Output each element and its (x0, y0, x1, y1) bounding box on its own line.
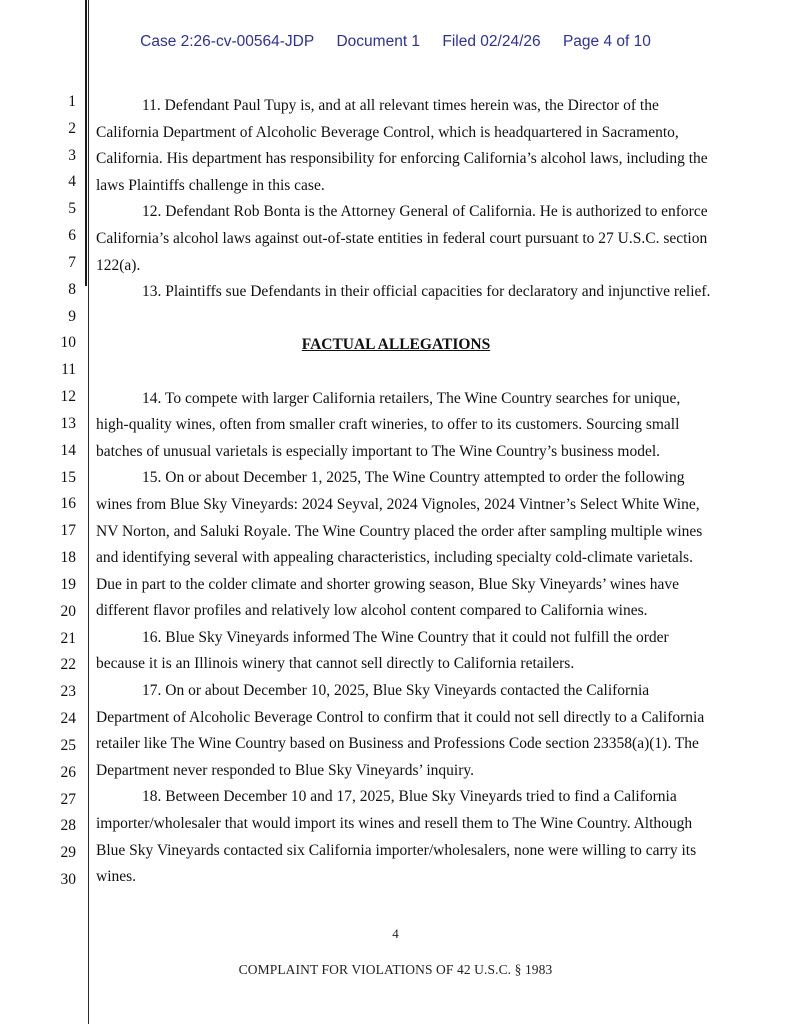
text-line: California’s alcohol laws against out-of-state entities in federal court pursuant to 27 U.S.C. section (96, 229, 708, 247)
line-number: 24 (60, 710, 76, 727)
text-line: different flavor profiles and relatively low alcohol content compared to California wines. (96, 602, 648, 620)
line-number: 23 (60, 683, 76, 700)
line-number: 17 (60, 522, 76, 539)
text-line: Due in part to the colder climate and shorter growing season, Blue Sky Vineyards’ wines have (96, 575, 680, 593)
line-number: 16 (60, 495, 76, 512)
line-number: 18 (60, 549, 76, 566)
text-line: 12. Defendant Rob Bonta is the Attorney General of California. He is authorized to enforce (142, 203, 708, 221)
line-number: 28 (60, 817, 76, 834)
line-number: 1 (68, 93, 76, 110)
line-number: 22 (60, 656, 76, 673)
text-line: 17. On or about December 10, 2025, Blue Sky Vineyards contacted the California (142, 682, 650, 700)
section-heading: FACTUAL ALLEGATIONS (301, 336, 491, 354)
text-line: because it is an Illinois winery that cannot sell directly to California retailers. (96, 655, 575, 673)
line-number: 11 (61, 361, 76, 378)
line-number: 20 (60, 603, 76, 620)
line-number: 3 (68, 147, 76, 164)
text-line: 11. Defendant Paul Tupy is, and at all relevant times herein was, the Director of the (142, 97, 659, 114)
text-line: 16. Blue Sky Vineyards informed The Wine Country that it could not fulfill the order (142, 628, 669, 646)
line-number: 27 (60, 791, 76, 808)
paragraph-15 (96, 465, 703, 625)
text-line: NV Norton, and Saluki Royale. The Wine Country placed the order after sampling multiple wines (96, 522, 703, 540)
text-line: Department never responded to Blue Sky Vineyards’ inquiry. (96, 761, 475, 779)
spacer (96, 359, 696, 386)
line-number: 4 (68, 173, 76, 190)
text-line: 15. On or about December 1, 2025, The Wine Country attempted to order the following (142, 469, 685, 487)
text-line: 13. Plaintiffs sue Defendants in their official capacities for declaratory and injunctive relief. (142, 283, 711, 301)
line-number: 8 (68, 281, 76, 298)
document-footer-title: COMPLAINT FOR VIOLATIONS OF 42 U.S.C. § 1983 (238, 962, 553, 977)
line-number: 25 (60, 737, 76, 754)
text-line: California. His department has responsibility for enforcing California’s alcohol laws, including the (96, 150, 708, 168)
text-line: Blue Sky Vineyards contacted six California importer/wholesalers, none were willing to carry its (96, 841, 697, 859)
document-number: Document 1 (336, 33, 421, 50)
line-number: 26 (60, 764, 76, 781)
line-number: 6 (68, 227, 76, 244)
page-number: 4 (392, 926, 399, 941)
text-line: laws Plaintiffs challenge in this case. (96, 176, 325, 194)
line-number: 14 (60, 442, 76, 459)
text-line: high-quality wines, often from smaller craft wineries, to offer to its customers. Sourcing small (96, 416, 680, 434)
line-number: 12 (60, 388, 76, 405)
line-number: 30 (60, 871, 76, 888)
line-number: 15 (60, 469, 76, 486)
case-header (0, 33, 791, 51)
line-number: 2 (68, 120, 76, 137)
page-indicator: Page 4 of 10 (562, 33, 651, 50)
text-line: California Department of Alcoholic Beverage Control, which is headquartered in Sacramento, (96, 123, 679, 141)
text-line: batches of unusual varietals is especially important to The Wine Country’s business model. (96, 442, 661, 460)
paragraph-14 (96, 386, 696, 466)
line-number: 29 (60, 844, 76, 861)
line-number: 19 (60, 576, 76, 593)
paragraph-13 (96, 279, 711, 306)
filed-date: Filed 02/24/26 (442, 33, 541, 50)
paragraph-12 (96, 199, 708, 279)
spacer (96, 306, 696, 333)
text-line: Department of Alcoholic Beverage Control to confirm that it could not sell directly to a California (96, 708, 705, 726)
paragraph-17 (96, 678, 705, 784)
case-number: Case 2:26-cv-00564-JDP (140, 33, 315, 50)
line-number: 13 (60, 415, 76, 432)
text-line: retailer like The Wine Country based on Business and Professions Code section 23358(a)(1). The (96, 735, 699, 753)
line-number: 10 (60, 334, 76, 351)
paragraph-11 (96, 93, 708, 199)
text-line: 18. Between December 10 and 17, 2025, Blue Sky Vineyards tried to find a California (142, 788, 677, 806)
text-line: and identifying several with appealing characteristics, including specialty cold-climate varietals. (96, 549, 693, 567)
text-line: 122(a). (96, 256, 141, 274)
line-number: 21 (60, 630, 76, 647)
line-number: 9 (68, 308, 76, 325)
left-margin-rule (88, 0, 89, 1024)
document-body (96, 93, 711, 891)
text-line: 14. To compete with larger California retailers, The Wine Country searches for unique, (142, 389, 681, 407)
text-line: wines. (96, 868, 137, 886)
paragraph-16 (96, 625, 696, 678)
paragraph-18 (96, 784, 696, 890)
left-margin-rule-thick (85, 0, 87, 286)
line-number: 5 (68, 200, 76, 217)
text-line: importer/wholesaler that would import its wines and resell them to The Wine Country. Although (96, 815, 693, 833)
line-number: 7 (68, 254, 76, 271)
text-line: wines from Blue Sky Vineyards: 2024 Seyval, 2024 Vignoles, 2024 Vintner’s Select White Wine, (96, 495, 700, 513)
